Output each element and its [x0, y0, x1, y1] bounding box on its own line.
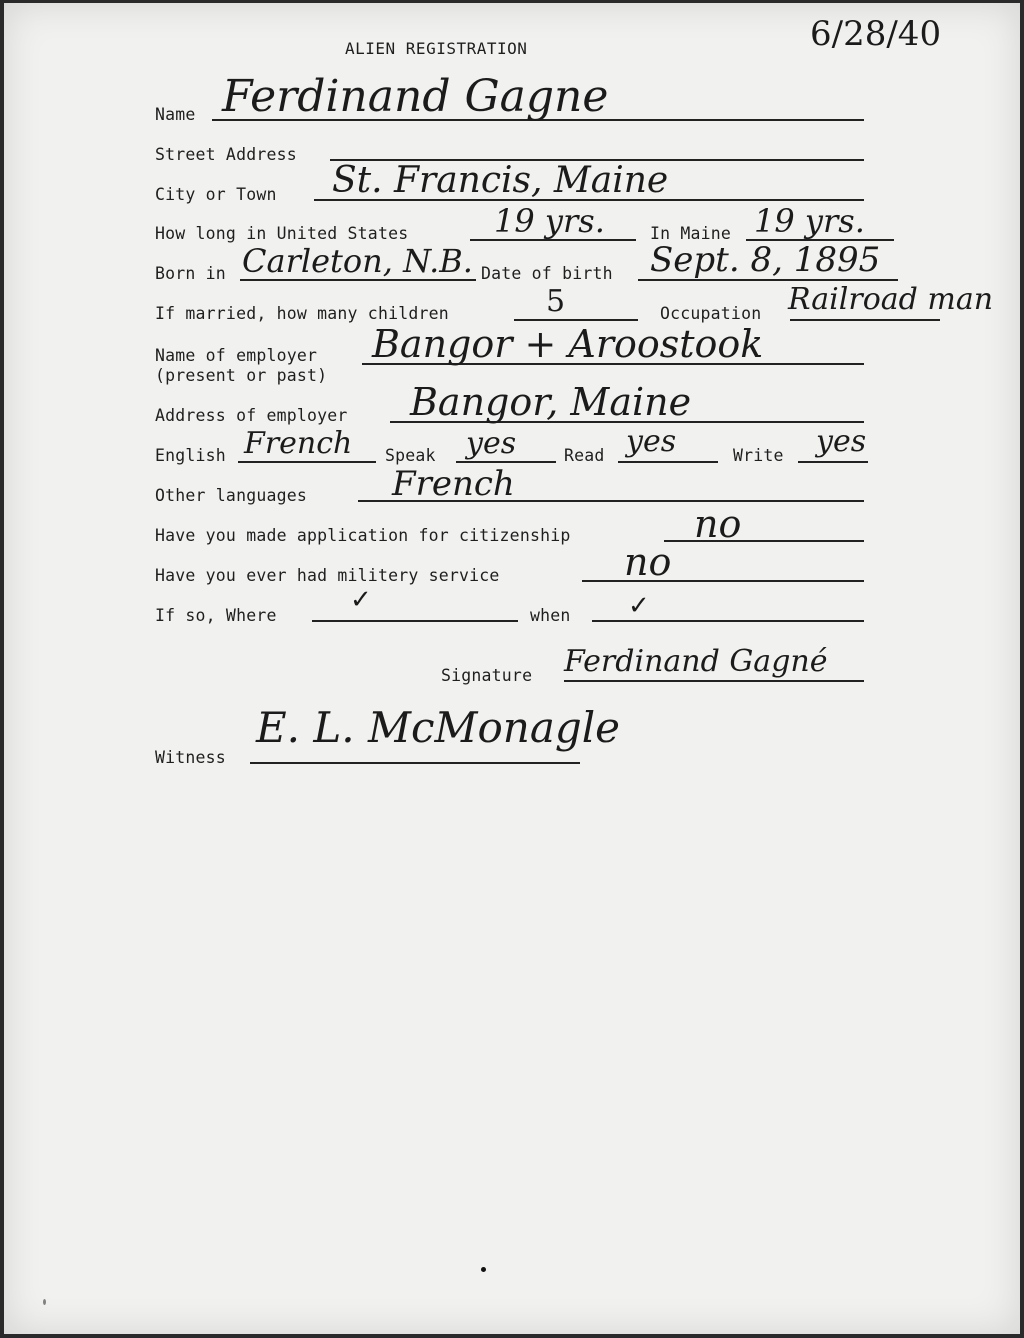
military-label: Have you ever had militery service: [155, 566, 500, 585]
speak-label: Speak: [385, 446, 436, 465]
scan-speck: [43, 1299, 46, 1305]
write-line: [798, 461, 868, 463]
other-languages-label: Other languages: [155, 486, 308, 505]
english-value: French: [244, 426, 353, 461]
when-value: ✓: [628, 591, 650, 621]
witness-line: [250, 762, 580, 764]
english-label: English: [155, 446, 226, 465]
date-stamp: 6/28/40: [810, 14, 942, 54]
where-value: ✓: [350, 585, 372, 615]
read-label: Read: [564, 446, 605, 465]
employer-address-label: Address of employer: [155, 406, 348, 425]
scan-speck: [481, 1267, 486, 1272]
street-address-label: Street Address: [155, 145, 297, 164]
when-label: when: [530, 606, 571, 625]
military-value: no: [624, 540, 672, 584]
write-label: Write: [733, 446, 784, 465]
employer-name-sublabel: (present or past): [155, 366, 328, 385]
name-label: Name: [155, 105, 196, 124]
how-long-us-label: How long in United States: [155, 224, 409, 243]
witness-value: E. L. McMonagle: [256, 703, 621, 752]
employer-name-label: Name of employer: [155, 346, 318, 365]
born-in-label: Born in: [155, 264, 226, 283]
children-value: 5: [546, 284, 566, 319]
write-value: yes: [816, 424, 867, 459]
city-label: City or Town: [155, 185, 277, 204]
registration-form-page: [4, 3, 1020, 1334]
read-value: yes: [626, 424, 677, 459]
date-of-birth-value: Sept. 8, 1895: [650, 240, 881, 280]
speak-value: yes: [466, 426, 517, 461]
witness-label: Witness: [155, 748, 226, 767]
children-label: If married, how many children: [155, 304, 449, 323]
occupation-label: Occupation: [660, 304, 762, 323]
signature-label: Signature: [441, 666, 533, 685]
signature-value: Ferdinand Gagné: [564, 644, 828, 679]
form-title: ALIEN REGISTRATION: [345, 39, 528, 58]
other-languages-value: French: [392, 464, 515, 504]
where-line: [312, 620, 518, 622]
citizenship-value: no: [694, 502, 742, 546]
employer-name-value: Bangor + Aroostook: [372, 322, 764, 366]
born-in-value: Carleton, N.B.: [242, 242, 473, 280]
english-line: [238, 461, 376, 463]
occupation-value: Railroad man: [788, 282, 994, 317]
where-label: If so, Where: [155, 606, 277, 625]
children-line: [514, 319, 638, 321]
how-long-us-value: 19 yrs.: [494, 202, 605, 240]
name-value: Ferdinand Gagne: [222, 71, 609, 122]
in-maine-label: In Maine: [650, 224, 732, 243]
citizenship-label: Have you made application for citizenship: [155, 526, 571, 545]
signature-line: [564, 680, 864, 682]
read-line: [618, 461, 718, 463]
employer-address-value: Bangor, Maine: [410, 380, 692, 424]
date-of-birth-label: Date of birth: [481, 264, 613, 283]
speak-line: [456, 461, 556, 463]
occupation-line: [790, 319, 940, 321]
in-maine-value: 19 yrs.: [754, 202, 865, 240]
city-value: St. Francis, Maine: [332, 160, 669, 201]
